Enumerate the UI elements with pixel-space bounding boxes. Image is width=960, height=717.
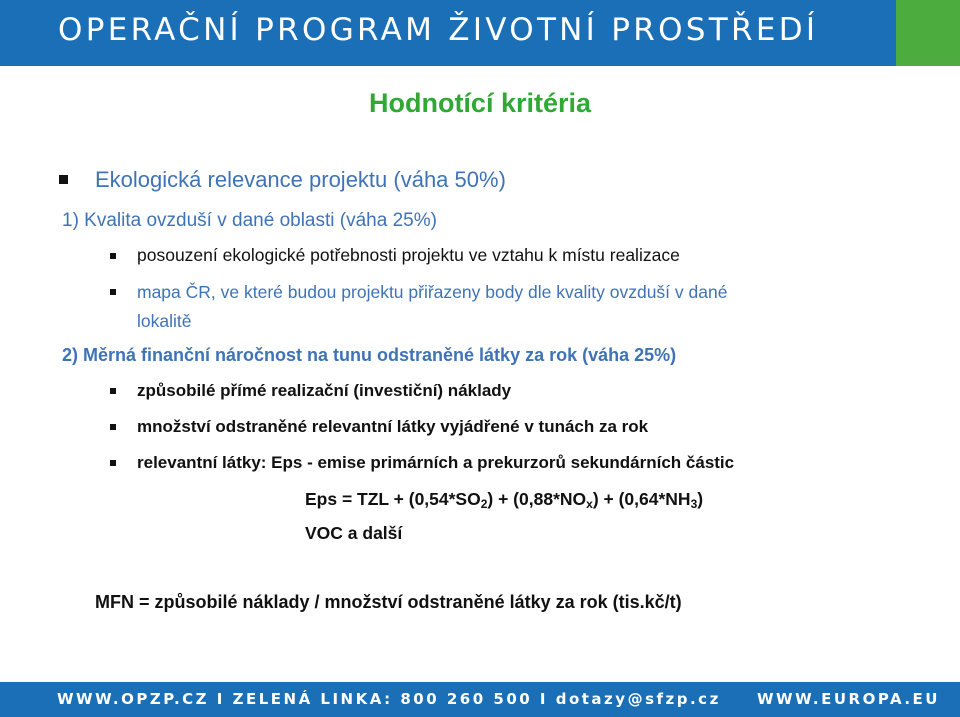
formula-part-1: Eps = TZL + (0,54*SO xyxy=(305,489,481,509)
formula-sub-3: 3 xyxy=(690,497,698,511)
footer-contact: WWW.OPZP.CZ I ZELENÁ LINKA: 800 260 500 I dotazy@sfzp.cz xyxy=(57,690,721,708)
formula-part-2: ) + (0,88*NO xyxy=(487,489,587,509)
square-bullet-icon xyxy=(110,388,116,394)
square-bullet-icon xyxy=(110,253,116,259)
page-title: Hodnotící kritéria xyxy=(368,88,592,118)
formula-sub-1: 2 xyxy=(480,497,488,511)
formula-sub-2: x xyxy=(586,497,593,511)
square-bullet-icon xyxy=(110,289,116,295)
footer-europa-link[interactable]: WWW.EUROPA.EU xyxy=(757,690,940,708)
subsection-1-label: 1) Kvalita ovzduší v dané oblasti (váha 25%) xyxy=(62,210,437,231)
formula-part-3: ) + (0,64*NH xyxy=(592,489,691,509)
square-bullet-icon xyxy=(110,424,116,430)
voc-line: VOC a další xyxy=(305,523,403,543)
header-green-accent xyxy=(896,0,960,66)
subsection-2-label: 2) Měrná finanční náročnost na tunu odstraněné látky za rok (váha 25%) xyxy=(62,345,677,365)
eps-formula xyxy=(305,489,703,510)
sub2-bullet-2: množství odstraněné relevantní látky vyjádřené v tunách za rok xyxy=(137,417,649,436)
section-heading: Ekologická relevance projektu (váha 50%) xyxy=(95,167,506,192)
header-title: OPERAČNÍ PROGRAM ŽIVOTNÍ PROSTŘEDÍ xyxy=(58,12,819,48)
footer-bar xyxy=(0,682,960,717)
sub2-bullet-1: způsobilé přímé realizační (investiční) náklady xyxy=(137,381,512,400)
sub1-bullet-1: posouzení ekologické potřebnosti projektu ve vztahu k místu realizace xyxy=(137,245,680,265)
square-bullet-icon xyxy=(110,460,116,466)
sub2-bullet-3: relevantní látky: Eps - emise primárních a prekurzorů sekundárních částic xyxy=(137,453,735,472)
formula-part-4: ) xyxy=(697,489,704,509)
sub1-bullet-2-continued: lokalitě xyxy=(137,311,192,331)
square-bullet-icon xyxy=(59,175,68,184)
sub1-bullet-2: mapa ČR, ve které budou projektu přiřazeny body dle kvality ovzduší v dané xyxy=(137,282,728,302)
mfn-formula: MFN = způsobilé náklady / množství odstraněné látky za rok (tis.kč/t) xyxy=(95,592,682,612)
header-bar xyxy=(0,0,960,66)
